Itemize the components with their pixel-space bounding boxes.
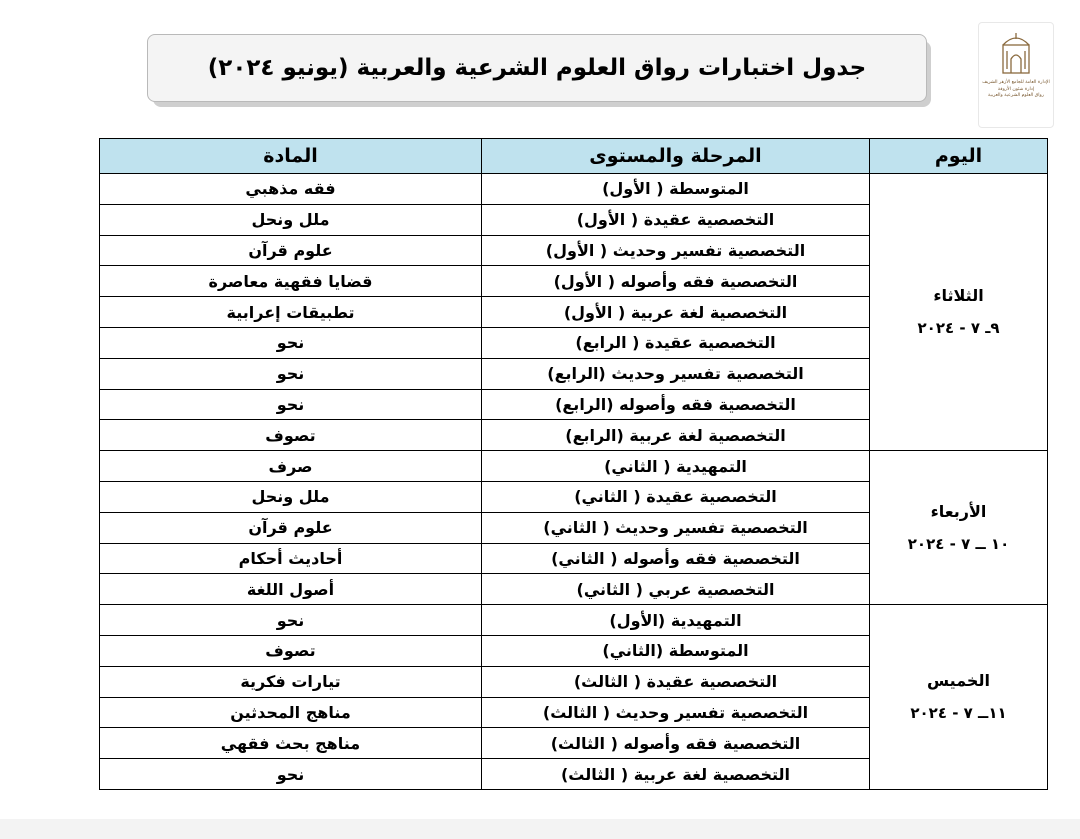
subject-cell: علوم قرآن (100, 235, 482, 266)
page-title: جدول اختبارات رواق العلوم الشرعية والعربية (يونيو ٢٠٢٤) (147, 34, 927, 102)
subject-cell: تطبيقات إعرابية (100, 297, 482, 328)
level-cell: التخصصية فقه وأصوله ( الأول) (482, 266, 870, 297)
level-cell: التمهيدية (الأول) (482, 605, 870, 636)
level-cell: التخصصية تفسير وحديث ( الثاني) (482, 512, 870, 543)
logo-line-3: رواق العلوم الشرعية والعربية (988, 93, 1044, 98)
level-cell: التخصصية عربي ( الثاني) (482, 574, 870, 605)
subject-cell: مناهج المحدثين (100, 697, 482, 728)
subject-cell: أصول اللغة (100, 574, 482, 605)
footer-strip (0, 819, 1080, 839)
subject-cell: ملل ونحل (100, 204, 482, 235)
level-cell: التخصصية عقيدة ( الرابع) (482, 327, 870, 358)
table-row (100, 174, 1048, 205)
header-subject: المادة (100, 139, 482, 174)
subject-cell: علوم قرآن (100, 512, 482, 543)
level-cell: المتوسطة ( الأول) (482, 174, 870, 205)
subject-cell: تيارات فكرية (100, 666, 482, 697)
level-cell: التمهيدية ( الثاني) (482, 451, 870, 482)
table-row (100, 605, 1048, 636)
mosque-emblem-icon (999, 31, 1033, 77)
subject-cell: مناهج بحث فقهي (100, 728, 482, 759)
day-date: ١٠ ــ ٧ - ٢٠٢٤ (907, 534, 1010, 553)
level-cell: التخصصية فقه وأصوله ( الثالث) (482, 728, 870, 759)
subject-cell: فقه مذهبي (100, 174, 482, 205)
azhar-logo (978, 22, 1054, 128)
level-cell: التخصصية فقه وأصوله ( الثاني) (482, 543, 870, 574)
day-date: ٩ـ ٧ - ٢٠٢٤ (917, 319, 1000, 338)
subject-cell: ملل ونحل (100, 481, 482, 512)
subject-cell: قضايا فقهية معاصرة (100, 266, 482, 297)
subject-cell: تصوف (100, 635, 482, 666)
day-date: ١١ــ ٧ - ٢٠٢٤ (910, 704, 1007, 723)
level-cell: التخصصية تفسير وحديث ( الثالث) (482, 697, 870, 728)
logo-line-1: الإدارة العامة للجامع الأزهر الشريف (982, 80, 1050, 85)
header-level: المرحلة والمستوى (482, 139, 870, 174)
day-cell-thursday (870, 605, 1048, 790)
level-cell: التخصصية فقه وأصوله (الرابع) (482, 389, 870, 420)
table-row (100, 451, 1048, 482)
exam-schedule-table (99, 138, 1048, 790)
day-name: الثلاثاء (933, 286, 984, 306)
level-cell: التخصصية عقيدة ( الأول) (482, 204, 870, 235)
subject-cell: نحو (100, 358, 482, 389)
level-cell: التخصصية لغة عربية ( الثالث) (482, 759, 870, 790)
subject-cell: أحاديث أحكام (100, 543, 482, 574)
subject-cell: نحو (100, 759, 482, 790)
day-cell-wednesday (870, 451, 1048, 605)
day-cell-tuesday (870, 174, 1048, 451)
level-cell: التخصصية لغة عربية (الرابع) (482, 420, 870, 451)
header-day: اليوم (870, 139, 1048, 174)
subject-cell: نحو (100, 389, 482, 420)
level-cell: التخصصية تفسير وحديث (الرابع) (482, 358, 870, 389)
level-cell: التخصصية لغة عربية ( الأول) (482, 297, 870, 328)
day-name: الخميس (927, 671, 990, 691)
logo-line-2: إدارة شئون الأروقة (997, 86, 1035, 92)
level-cell: التخصصية عقيدة ( الثالث) (482, 666, 870, 697)
level-cell: التخصصية عقيدة ( الثاني) (482, 481, 870, 512)
day-name: الأربعاء (930, 501, 987, 521)
level-cell: التخصصية تفسير وحديث ( الأول) (482, 235, 870, 266)
subject-cell: تصوف (100, 420, 482, 451)
level-cell: المتوسطة (الثاني) (482, 635, 870, 666)
subject-cell: صرف (100, 451, 482, 482)
subject-cell: نحو (100, 605, 482, 636)
subject-cell: نحو (100, 327, 482, 358)
